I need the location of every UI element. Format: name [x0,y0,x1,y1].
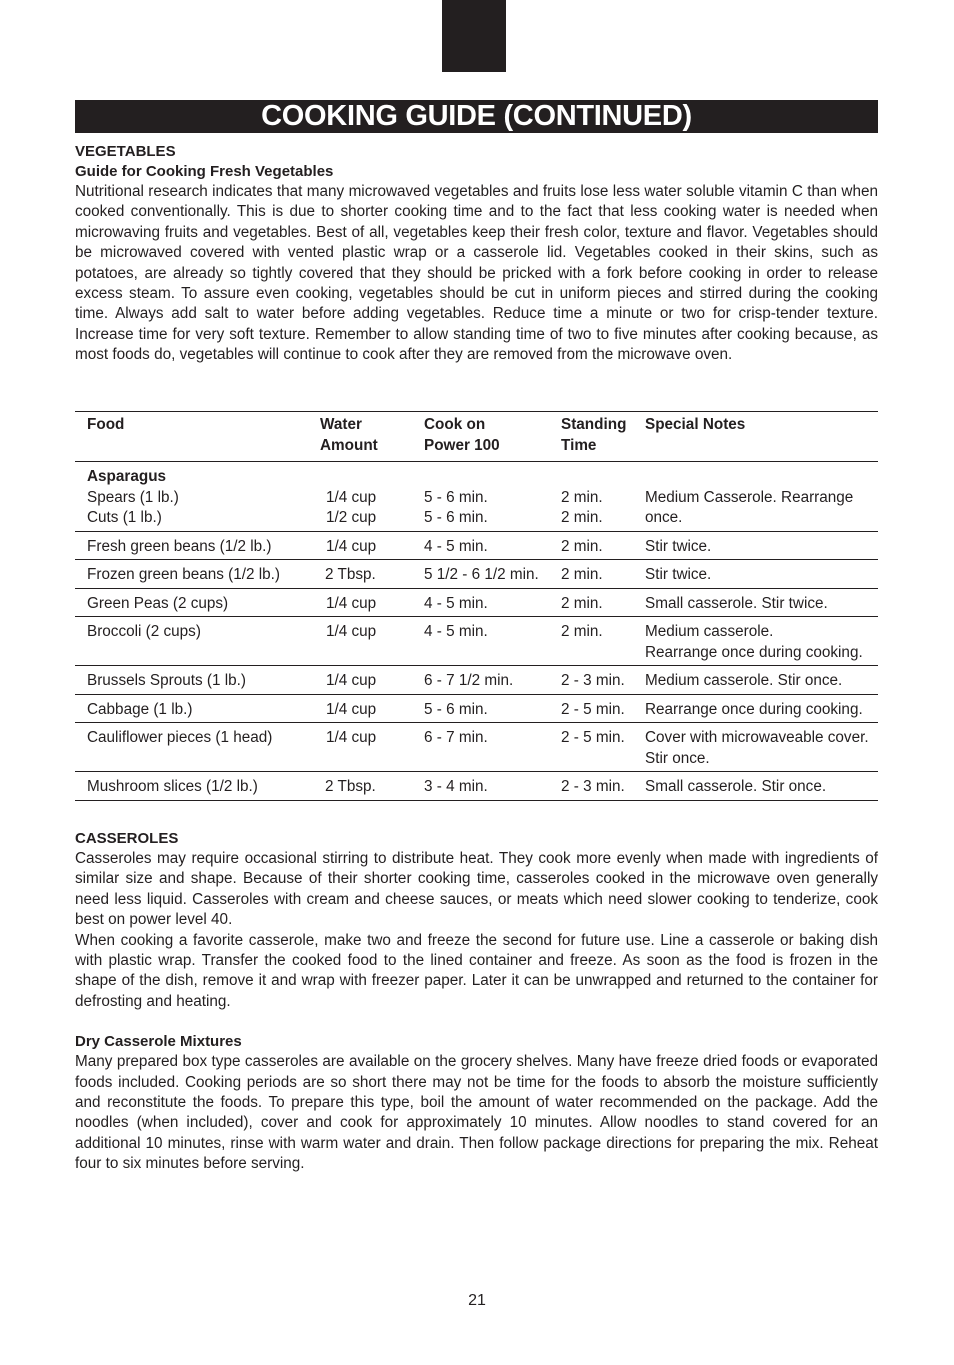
page-title: COOKING GUIDE (CONTINUED) [75,100,878,133]
asparagus-food-cell [75,462,320,532]
stand-cell: 2 - 3 min. [561,672,625,689]
table-row [75,560,878,589]
table-row [75,723,878,772]
cook-cell: 5 1/2 - 6 1/2 min. [424,566,539,583]
notes-cell: Stir twice. [645,537,712,555]
water-cell: 2 Tbsp. [325,778,376,795]
asparagus-cook-cell: 5 - 6 min. 5 - 6 min. [424,488,488,526]
water-cell: 1/4 cup [326,537,377,555]
asparagus-notes-cell: Medium Casserole. Rearrange once. [645,488,854,526]
dry-casserole-heading: Dry Casserole Mixtures [75,1033,242,1051]
vegetables-paragraph: Nutritional research indicates that many microwaved vegetables and fruits lose less water soluble vitamin C than when cooked conventionally. This is due to shorter cooking time and to the fact that less cooking water is needed when microwaving fruits and vegetables. Best of all, vegetables keep their fresh color, texture and flavor. Vegetables should be microwaved covered with vented plastic wrap or a casserole lid. Vegetables cooked in their skins, such as potatoes, are already so tightly covered that they should be pricked with a fork before cooking in order to release excess steam. To assure even cooking, vegetables should be cut in uniform pieces and stirred during the cooking time. Always add salt to water before adding vegetables. Reduce time a minute or two for crisp-tender texture. Increase time for very soft texture. Remember to allow standing time of two to five minutes after cooking because, as most foods do, vegetables will continue to cook after they are removed from the microwave oven. [75,183,878,364]
table-row [75,694,878,723]
vegetables-subheading: Guide for Cooking Fresh Vegetables [75,163,334,180]
dry-casserole-paragraph: Many prepared box type casseroles are available on the grocery shelves. Many have freeze dried foods or evaporated foods included. Cooking periods are so short there may not be time for the foods to absorb the moisture sufficiently and reconstitute the foods. To prepare this type, boil the amount of water recommended on the package. Add the noodles (when included), cover and cook for approximately 10 minutes. Allow noodles to stand covered for an additional 10 minutes, rinse with warm water and drain. Then follow package directions for preparing the mix. Reheat four to six minutes before serving. [75,1053,878,1173]
table-header-row [75,412,878,462]
stand-cell: 2 - 5 min. [561,700,625,718]
food-cell: Green Peas (2 cups) [87,594,229,612]
header-cook: Cook on Power 100 [424,416,500,454]
food-cell: Broccoli (2 cups) [87,623,201,640]
table-row [75,666,878,695]
stand-cell: 2 min. [561,566,603,583]
cook-cell: 4 - 5 min. [424,537,488,555]
vegetables-heading: VEGETABLES [75,143,176,160]
header-food: Food [87,416,125,433]
casseroles-section [75,829,878,1175]
asparagus-cuts: Cuts (1 lb.) [87,509,162,526]
casseroles-paragraph-2: When cooking a favorite casserole, make two and freeze the second for future use. Line a casserole or baking dish with plastic wrap. Transfer the cooked food to the lined container and freeze. As soon as the food is frozen in the shape of the dish, remove it and wrap with freezer paper. Later it can be unwrapped and returned to the container for defrosting and heating. [75,931,878,1010]
cook-cell: 5 - 6 min. [424,700,488,718]
water-cell: 1/4 cup [326,700,377,718]
table-row [75,772,878,801]
asparagus-spears: Spears (1 lb.) [87,488,179,506]
notes-cell: Cover with microwaveable cover. Stir once. [645,729,869,767]
asparagus-stand-cell: 2 min. 2 min. [561,488,603,526]
notes-cell: Small casserole. Stir twice. [645,594,828,612]
water-cell: 2 Tbsp. [325,566,376,583]
food-cell: Frozen green beans (1/2 lb.) [87,566,281,583]
vegetable-cooking-table [75,411,878,801]
cook-cell: 6 - 7 min. [424,729,488,746]
cook-cell: 3 - 4 min. [424,778,488,795]
header-notes: Special Notes [645,416,746,433]
cook-cell: 4 - 5 min. [424,623,488,640]
vegetables-section [75,142,878,366]
stand-cell: 2 - 5 min. [561,729,625,746]
food-cell: Mushroom slices (1/2 lb.) [87,778,258,795]
header-standing: Standing Time [561,416,627,454]
section-tab-marker [442,0,506,72]
stand-cell: 2 min. [561,594,603,612]
cook-cell: 4 - 5 min. [424,594,488,612]
table-row [75,617,878,666]
casseroles-heading: CASSEROLES [75,830,179,847]
header-water: Water Amount [320,416,378,454]
stand-cell: 2 min. [561,623,603,640]
asparagus-water-cell: 1/4 cup 1/2 cup [326,488,377,526]
page-number: 21 [468,1292,486,1309]
cook-cell: 6 - 7 1/2 min. [424,672,514,689]
water-cell: 1/4 cup [326,672,377,689]
food-cell: Cabbage (1 lb.) [87,700,193,718]
notes-cell: Medium casserole. Rearrange once during cooking. [645,623,863,661]
notes-cell: Stir twice. [645,566,712,583]
food-cell: Brussels Sprouts (1 lb.) [87,672,246,689]
notes-cell: Medium casserole. Stir once. [645,672,843,689]
food-cell: Fresh green beans (1/2 lb.) [87,537,272,555]
stand-cell: 2 min. [561,537,603,555]
table-row [75,531,878,560]
water-cell: 1/4 cup [326,729,377,746]
notes-cell: Rearrange once during cooking. [645,700,863,718]
table-row-asparagus [75,462,878,532]
casseroles-paragraph-1: Casseroles may require occasional stirring to distribute heat. They cook more evenly when made with ingredients of similar size and shape. Because of their shorter cooking time, casseroles cooked in the microwave oven generally need less liquid. Casseroles with cream and cheese sauces, or meats which need slower cooking to tenderize, cook best on power level 40. [75,850,878,929]
food-cell: Cauliflower pieces (1 head) [87,729,273,746]
notes-cell: Small casserole. Stir once. [645,778,827,795]
water-cell: 1/4 cup [326,623,377,640]
water-cell: 1/4 cup [326,594,377,612]
stand-cell: 2 - 3 min. [561,778,625,795]
table-row [75,588,878,617]
asparagus-label: Asparagus [87,468,167,485]
